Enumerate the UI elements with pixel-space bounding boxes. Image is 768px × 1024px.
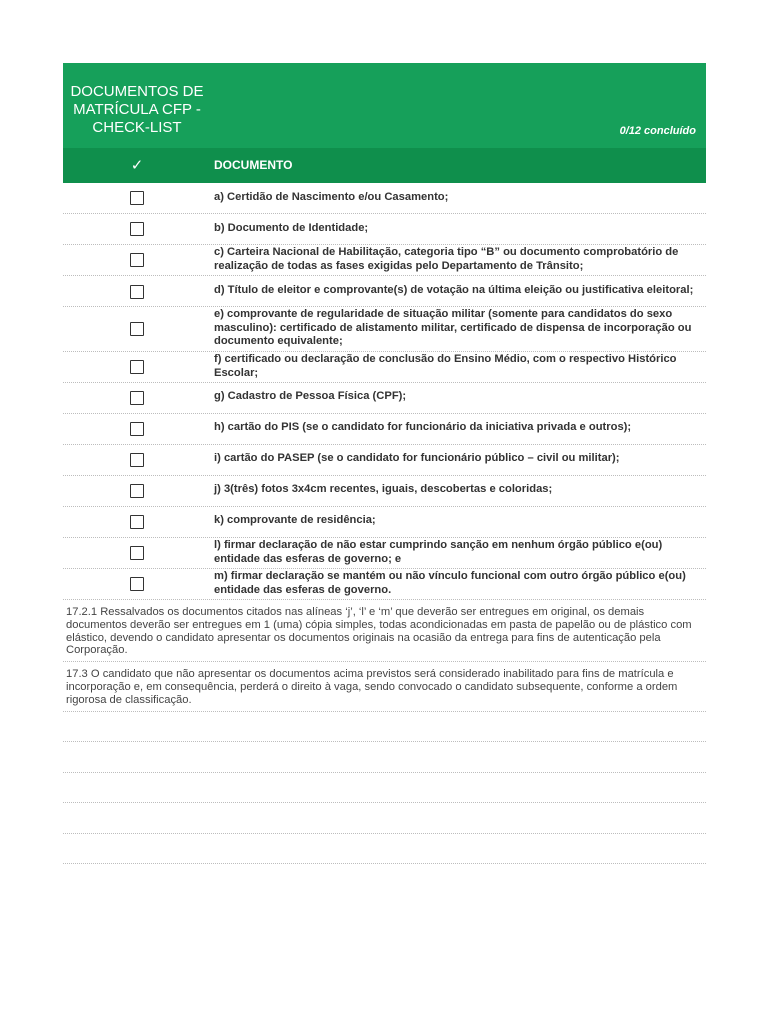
item-checkbox[interactable] <box>130 360 144 374</box>
note-17-3: 17.3 O candidato que não apresentar os documentos acima previstos será considerado inabilitado para fins de matrícula e incorporação e, em consequência, perderá o direito à vaga, sendo convocado o candidato subsequente, conforme a ordem rigorosa de classificação. <box>63 662 706 711</box>
item-text: b) Documento de Identidade; <box>214 222 369 234</box>
checklist-row <box>63 476 706 507</box>
item-text: j) 3(três) fotos 3x4cm recentes, iguais, descobertas e coloridas; <box>214 483 553 495</box>
checklist-row <box>63 276 706 307</box>
empty-row <box>63 712 706 743</box>
item-checkbox[interactable] <box>130 222 144 236</box>
empty-row <box>63 803 706 834</box>
checklist-row <box>63 214 706 245</box>
item-text: l) firmar declaração de não estar cumprindo sanção em nenhum órgão público e(ou) entidade das esferas de governo; e <box>214 539 663 565</box>
item-checkbox[interactable] <box>130 422 144 436</box>
item-checkbox[interactable] <box>130 546 144 560</box>
checklist-row <box>63 538 706 569</box>
checklist-row <box>63 445 706 476</box>
checklist-row <box>63 352 706 383</box>
item-text: e) comprovante de regularidade de situação militar (somente para candidatos do sexo masculino): certificado de alistamento militar, certificado de dispensa de incorporação ou documento equivalente; <box>214 308 692 347</box>
checklist-row <box>63 307 706 352</box>
checklist-sheet <box>63 63 706 864</box>
empty-row <box>63 742 706 773</box>
check-column-icon: ✓ <box>130 157 144 174</box>
item-text: k) comprovante de residência; <box>214 514 376 526</box>
item-checkbox[interactable] <box>130 285 144 299</box>
item-checkbox[interactable] <box>130 515 144 529</box>
item-text: m) firmar declaração se mantém ou não vínculo funcional com outro órgão público e(ou) entidade das esferas de governo. <box>214 570 686 596</box>
table-header <box>63 148 706 183</box>
empty-row <box>63 834 706 865</box>
item-text: i) cartão do PASEP (se o candidato for funcionário público – civil ou militar); <box>214 452 620 464</box>
item-checkbox[interactable] <box>130 484 144 498</box>
item-checkbox[interactable] <box>130 453 144 467</box>
checklist-row <box>63 507 706 538</box>
item-text: h) cartão do PIS (se o candidato for funcionário da iniciativa privada e outros); <box>214 421 632 433</box>
item-text: f) certificado ou declaração de conclusão do Ensino Médio, com o respectivo Histórico Escolar; <box>214 353 677 379</box>
checklist-row <box>63 569 706 600</box>
document-column-header: DOCUMENTO <box>214 158 293 172</box>
empty-row <box>63 773 706 804</box>
checklist-row <box>63 414 706 445</box>
item-text: a) Certidão de Nascimento e/ou Casamento; <box>214 191 449 203</box>
checklist-row <box>63 383 706 414</box>
item-checkbox[interactable] <box>130 253 144 267</box>
item-text: c) Carteira Nacional de Habilitação, categoria tipo “B” ou documento comprobatório de realização de todas as fases exigidas pelo Departamento de Trânsito; <box>214 246 679 272</box>
item-text: g) Cadastro de Pessoa Física (CPF); <box>214 390 407 402</box>
item-text: d) Título de eleitor e comprovante(s) de votação na última eleição ou justificativa eleitoral; <box>214 284 694 296</box>
item-checkbox[interactable] <box>130 322 144 336</box>
checklist-row <box>63 245 706 276</box>
note-17-2-1: 17.2.1 Ressalvados os documentos citados nas alíneas ‘j’, ‘l’ e ‘m’ que deverão ser entregues em original, os demais documentos deverão ser entregues em 1 (uma) cópia simples, todas acondicionadas em pasta de papelão ou de plástico com elástico, devendo o candidato apresentar os documentos originais na ocasião da entrega para fins de autenticação pela Corporação. <box>63 600 706 662</box>
checklist-row <box>63 183 706 214</box>
progress-status: 0/12 concluído <box>619 125 696 137</box>
item-checkbox[interactable] <box>130 577 144 591</box>
title-band <box>63 63 706 148</box>
item-checkbox[interactable] <box>130 391 144 405</box>
page-title: DOCUMENTOS DE MATRÍCULA CFP - CHECK-LIST <box>70 83 204 136</box>
item-checkbox[interactable] <box>130 191 144 205</box>
